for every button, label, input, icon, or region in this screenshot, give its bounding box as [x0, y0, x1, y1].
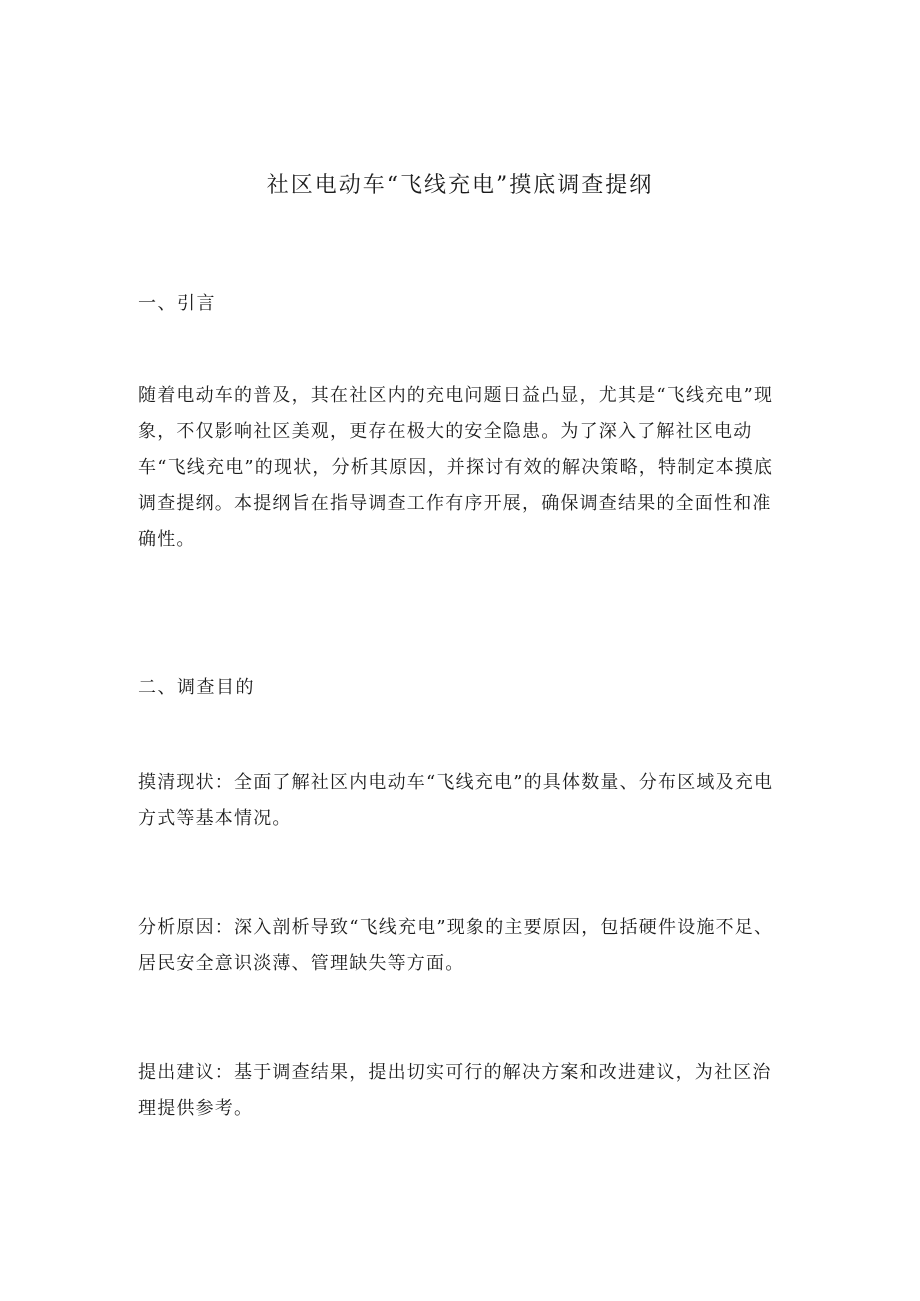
section-heading-purpose: 二、调查目的	[138, 677, 255, 698]
section-heading-introduction: 一、引言	[138, 293, 216, 314]
document-title: 社区电动车“飞线充电”摸底调查提纲	[266, 173, 654, 198]
purpose-paragraph-suggestions: 提出建议：基于调查结果，提出切实可行的解决方案和改进建议，为社区治理提供参考。	[138, 1062, 772, 1119]
purpose-paragraph-causes: 分析原因：深入剖析导致“飞线充电”现象的主要原因，包括硬件设施不足、居民安全意识淡薄、管理缺失等方面。	[138, 917, 774, 974]
introduction-paragraph: 随着电动车的普及，其在社区内的充电问题日益凸显，尤其是“飞线充电”现象，不仅影响社区美观，更存在极大的安全隐患。为了深入了解社区电动车“飞线充电”的现状，分析其原因，并探讨有效的解决策略，特制定本摸底调查提纲。本提纲旨在指导调查工作有序开展，确保调查结果的全面性和准确性。	[138, 385, 774, 550]
purpose-paragraph-status: 摸清现状：全面了解社区内电动车“飞线充电”的具体数量、分布区域及充电方式等基本情况。	[138, 772, 774, 829]
